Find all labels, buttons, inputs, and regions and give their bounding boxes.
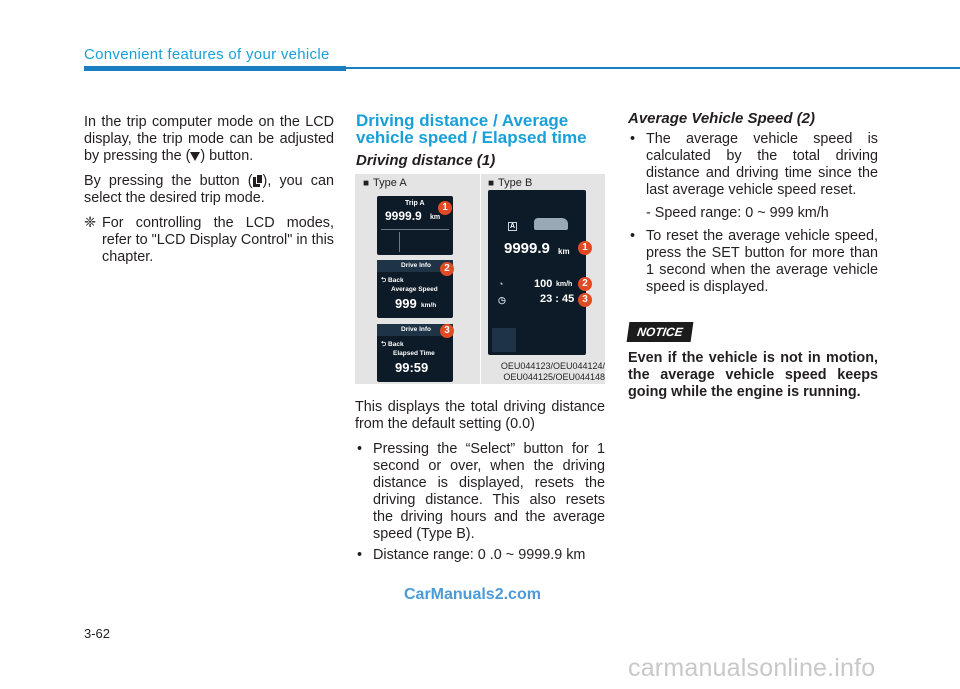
type-b-label: ■ Type B	[488, 177, 532, 189]
car-icon	[534, 218, 568, 230]
driving-distance-bullets	[355, 441, 605, 564]
list-item: • The average vehicle speed is calculated by the total driving distance and driving time since the last average vehicle speed reset.	[628, 131, 878, 199]
type-a-label: ■ Type A	[363, 177, 407, 189]
typeb-time-value: 23 : 45	[540, 293, 575, 305]
type-a-elapsed-time-screen: Drive Info ⮌ Back Elapsed Time 99:59	[377, 324, 453, 382]
figure-divider	[480, 174, 481, 384]
callout-3: 3	[440, 324, 454, 338]
header-rule-accent	[84, 66, 346, 71]
trip-a-badge: A	[509, 223, 516, 230]
driving-distance-subheading: Driving distance (1)	[356, 152, 496, 169]
right-column	[628, 131, 878, 300]
callout-3-type-b: 3	[578, 293, 592, 307]
note-mark-icon: ❈	[84, 215, 97, 231]
callout-1-type-b: 1	[578, 241, 592, 255]
typeb-distance-value: 9999.9	[504, 240, 550, 257]
type-a-trip-screen: Trip A 9999.9 km	[377, 196, 453, 255]
left-column	[84, 114, 334, 266]
back-arrow-icon: ⮌	[381, 341, 387, 348]
callout-1: 1	[438, 201, 452, 215]
speed-range: - Speed range: 0 ~ 999 km/h	[646, 205, 829, 221]
speedometer-icon: ◔	[498, 279, 504, 289]
trip-distance-value: 9999.9	[385, 209, 422, 223]
watermark-bottom: carmanualsonline.info	[628, 654, 876, 682]
list-item: • Pressing the “Select” button for 1 second or over, when the driving distance is displayed, resets the driving distance. This also resets the driving hours and the average speed (Type B).	[355, 441, 605, 543]
lcd-control-note	[84, 215, 334, 266]
intro-paragraph: In the trip computer mode on the LCD display, the trip mode can be adjusted by pressing the ( ) button.	[84, 114, 334, 164]
section-heading: Driving distance / Average vehicle speed / Elapsed time	[356, 111, 587, 147]
list-item: • Distance range: 0 .0 ~ 9999.9 km	[355, 547, 605, 564]
down-arrow-icon	[190, 152, 200, 161]
list-item: • To reset the average vehicle speed, press the SET button for more than 1 second when the average vehicle speed is displayed.	[628, 228, 878, 296]
back-arrow-icon: ⮌	[381, 277, 387, 284]
notice-text: Even if the vehicle is not in motion, the average vehicle speed keeps going while the engine is running.	[628, 350, 878, 400]
page-number: 3-62	[84, 626, 111, 641]
typeb-speed-value: 100	[534, 278, 553, 290]
average-speed-value: 999	[395, 296, 417, 311]
notice-badge: NOTICE	[627, 322, 694, 342]
callout-2: 2	[440, 262, 454, 276]
clock-icon: ◷	[498, 295, 506, 305]
figure-code: OEU044123/OEU044124/ OEU044125/OEU044148	[500, 361, 605, 382]
type-b-screen: A 9999.9 km ◔ 100 km/h ◷ 23 : 45	[488, 190, 586, 355]
callout-2-type-b: 2	[578, 277, 592, 291]
elapsed-time-value: 99:59	[395, 360, 429, 375]
note-text: For controlling the LCD modes, refer to "LCD Display Control" in this chapter.	[102, 215, 334, 265]
watermark-top: CarManuals2.com	[404, 586, 541, 603]
mode-paragraph: By pressing the button ( ), you can select the desired trip mode.	[84, 173, 334, 206]
trip-mode-button-icon	[253, 174, 263, 187]
section-title: Convenient features of your vehicle	[84, 46, 330, 63]
trip-display-figure	[355, 174, 605, 384]
type-a-average-speed-screen: Drive Info ⮌ Back Average Speed 999 km/h	[377, 260, 453, 318]
average-speed-subheading: Average Vehicle Speed (2)	[628, 110, 816, 127]
middle-body	[355, 399, 605, 568]
driving-distance-description: This displays the total driving distance from the default setting (0.0)	[355, 399, 605, 432]
